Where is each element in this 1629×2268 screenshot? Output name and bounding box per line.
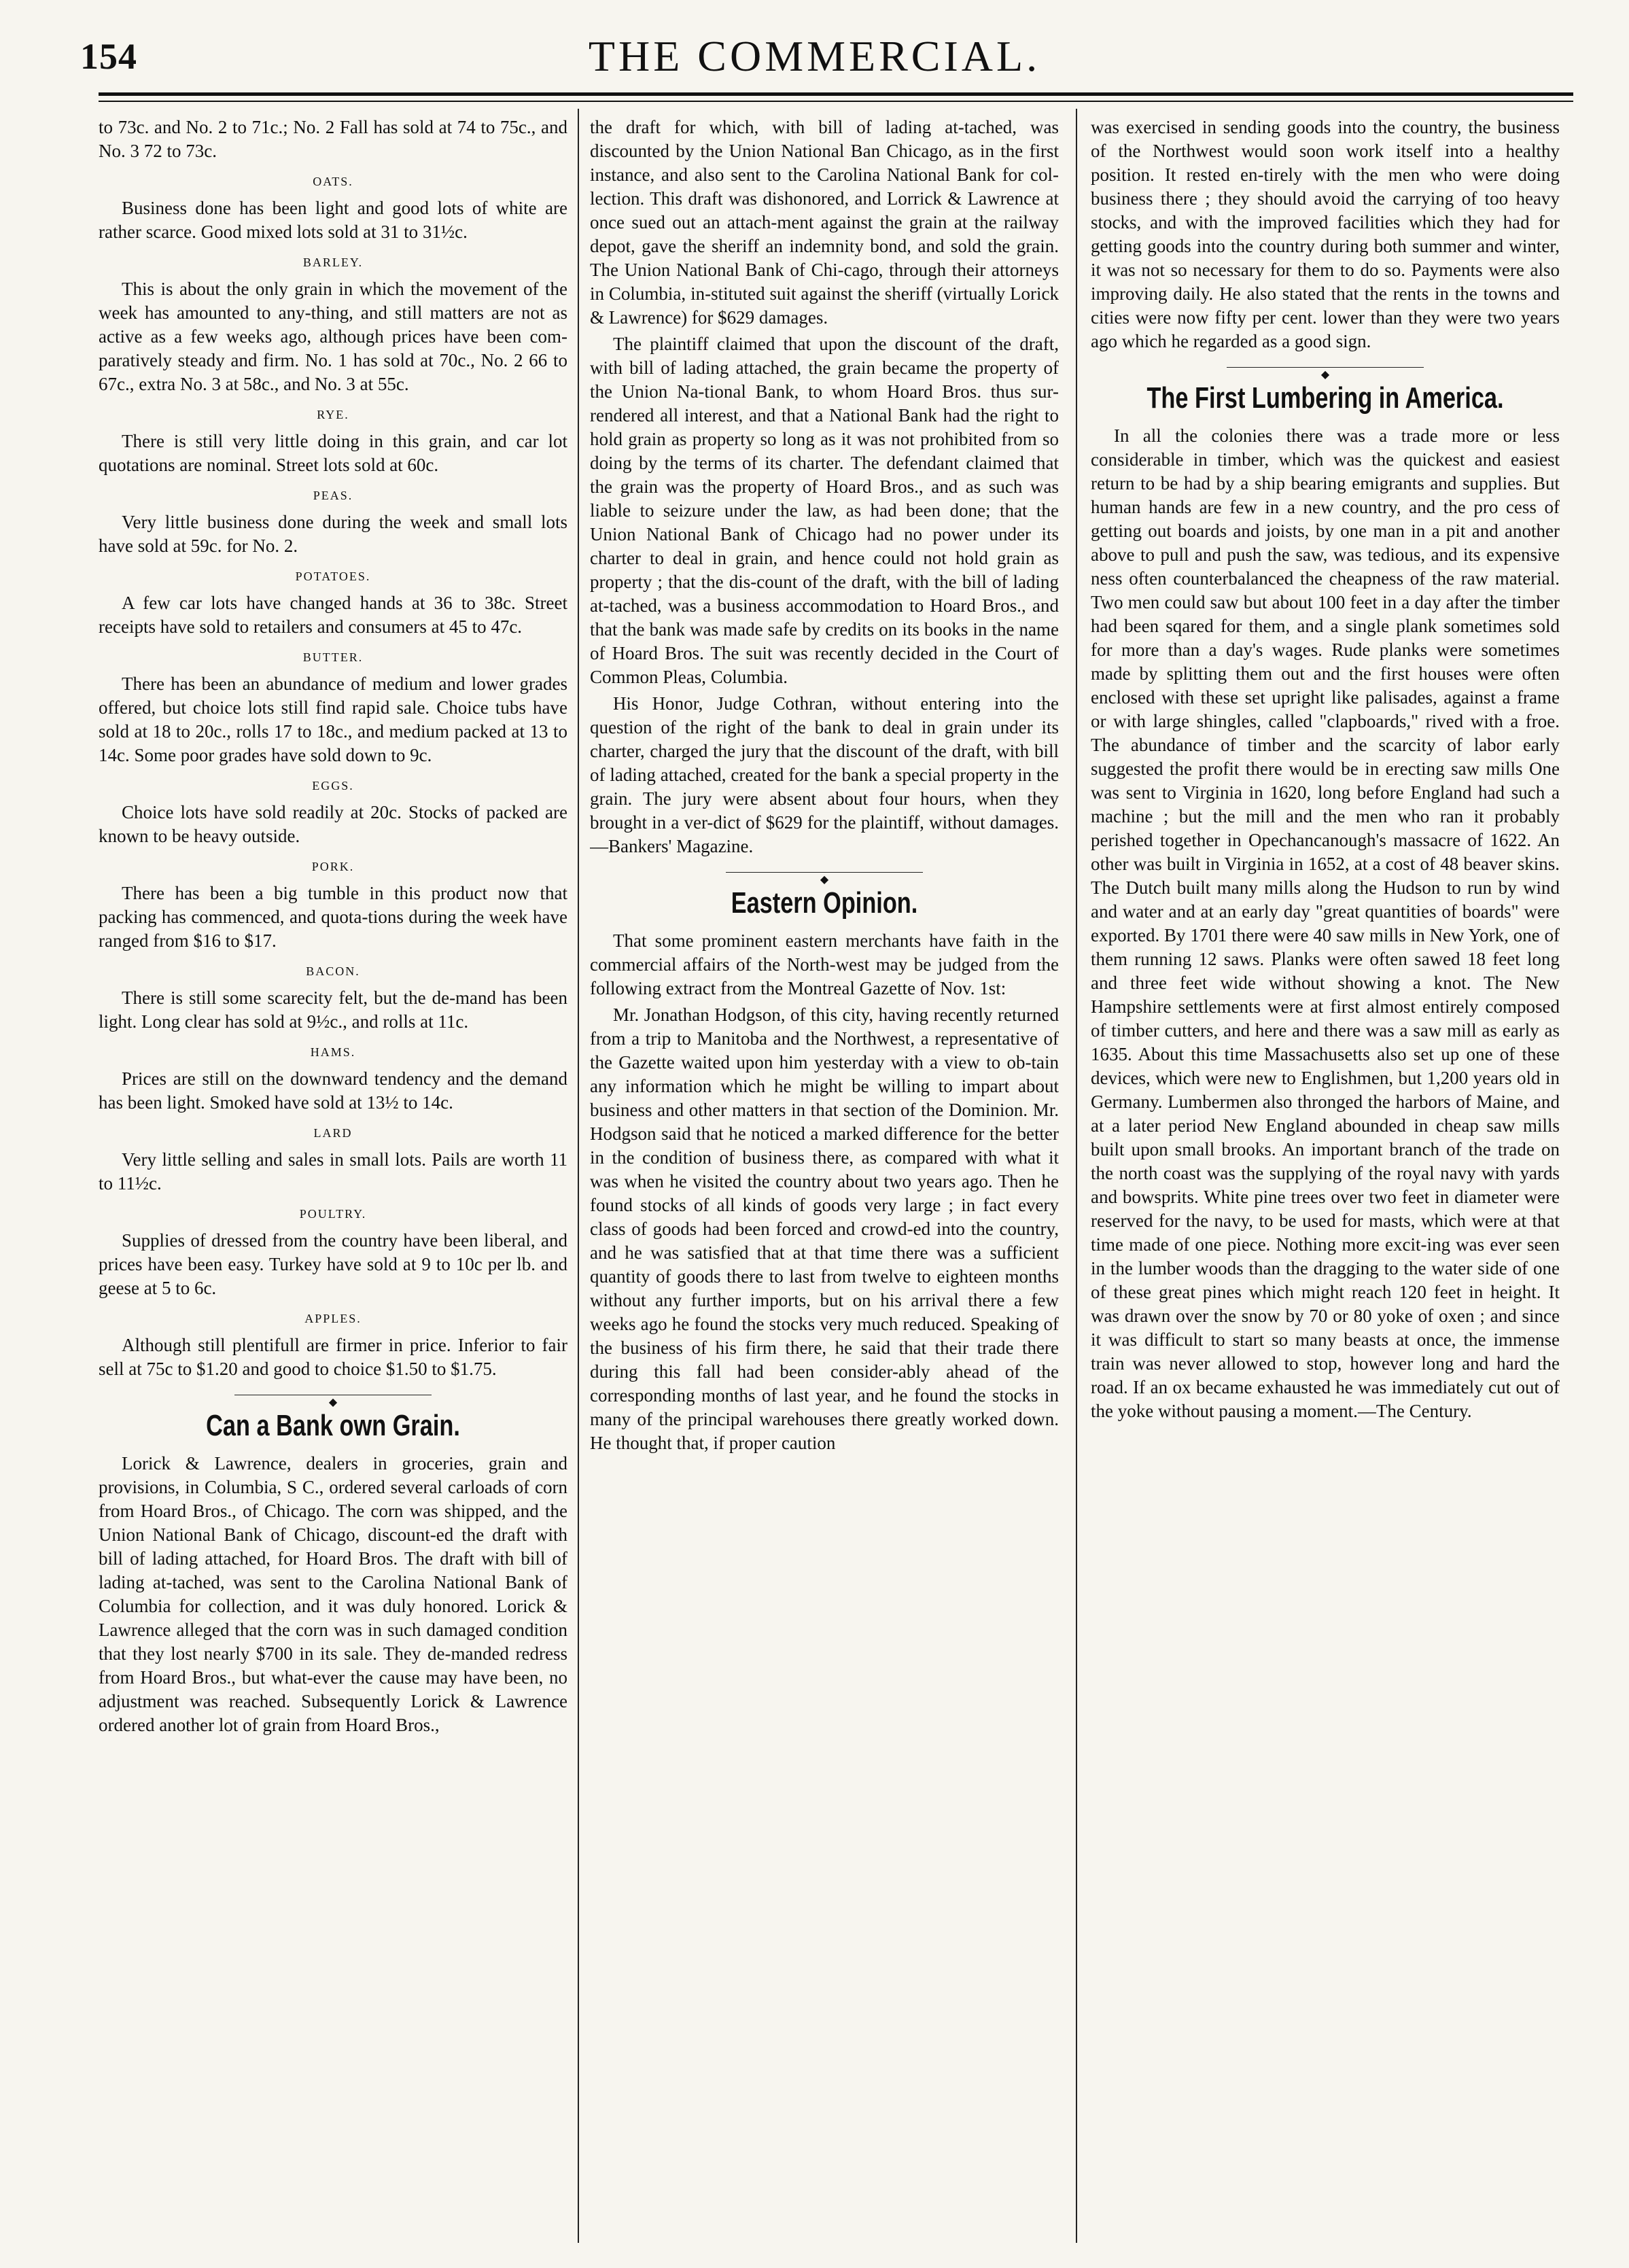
section-subhead-peas: PEAS. — [313, 489, 353, 502]
section-subhead-poultry: POULTRY. — [299, 1207, 367, 1221]
section-subhead-rye: RYE. — [317, 408, 349, 421]
paragraph: Supplies of dressed from the country have been liberal, and prices have been easy. Turkey have sold at 9 to 10c per lb. and geese at 5 to 6c. — [99, 1230, 567, 1298]
paragraph: His Honor, Judge Cothran, without entering into the question of the right of the bank to deal in grain under its charter, charged the jury that the discount of the draft, with bill of lading attached, created for the bank a special property in the grain. The jury were absent about four hours, when they brought in a ver-dict of $629 for the plaintiff, without damages. —Bankers' Magazine. — [590, 693, 1059, 856]
section-subhead-potatoes: POTATOES. — [295, 570, 371, 583]
section-subhead-lard: LARD — [313, 1126, 353, 1140]
section-subhead-hams: HAMS. — [310, 1045, 356, 1059]
paragraph: Choice lots have sold readily at 20c. Stocks of packed are known to be heavy outside. — [99, 802, 567, 846]
paragraph: Prices are still on the downward tendency and the demand has been light. Smoked have sold at 13½ to 14c. — [99, 1068, 567, 1113]
column-3 — [1091, 116, 1560, 2250]
header-rule-thin — [99, 101, 1573, 102]
masthead-title: THE COMMERCIAL. — [588, 32, 1041, 80]
paragraph: Mr. Jonathan Hodgson, of this city, having recently returned from a trip to Manitoba and the Northwest, a representative of the Gazette waited upon him yesterday with a view to ob-tain any information which he might be willing to impart about business and other matters in that section of the Dominion. Mr. Hodgson said that he noticed a marked difference for the better in the condition of business there, as compared with what it was when he visited the country about two years ago. Then he found stocks of all kinds of goods very large ; in fact every class of goods had been forced and crowd-ed into the country, and he was satisfied that at that time there was a sufficient quantity of goods there to last from twelve to eighteen months without any further imports, but on his arrival there a few weeks ago he found the stocks very much reduced. Speaking of the business of his firm there, he said that their trade there during this fall had been consider-ably ahead of the corresponding months of last year, and he found the stocks in many of the principal warehouses there greatly worked down. He thought that, if proper caution — [590, 1005, 1059, 1453]
paragraph: the draft for which, with bill of lading at-tached, was discounted by the Union National Ban Chicago, as in the first instance, and also sent to the Carolina National Bank for col-lection. This draft was dishonored, and Lorrick & Lawrence at once sued out an attach-ment against the grain at the railway depot, gave the sheriff an indemnity bond, and sold the grain. The Union National Bank of Chi-cago, through their attorneys in Columbia, in-stituted suit against the sheriff (virtually Lorick & Lawrence) for $629 damages. — [590, 117, 1059, 328]
header-rule-thick — [99, 92, 1573, 96]
section-subhead-oats: OATS. — [313, 175, 353, 188]
section-subhead-butter: BUTTER. — [302, 650, 364, 664]
article-headline-lumbering: The First Lumbering in America. — [1146, 381, 1504, 415]
paragraph: to 73c. and No. 2 to 71c.; No. 2 Fall has sold at 74 to 75c., and No. 3 72 to 73c. — [99, 117, 567, 161]
ornamental-separator: ◆ — [1091, 360, 1560, 374]
paragraph: Business done has been light and good lots of white are rather scarce. Good mixed lots sold at 31 to 31½c. — [99, 198, 567, 242]
column-divider-1 — [578, 109, 579, 2243]
paragraph: Lorick & Lawrence, dealers in groceries, grain and provisions, in Columbia, S C., ordered several carloads of corn from Hoard Bros., of Chicago. The corn was shipped, and the Union National Bank of Chicago, discount-ed the draft with bill of lading attached, for Hoard Bros. The draft with bill of lading at-tached, was sent to the Carolina National Bank of Columbia for collection, and it was duly honored. Lorick & Lawrence alleged that the corn was in such damaged condition that they lost nearly $700 in its sale. They de-manded redress from Hoard Bros., but what-ever the cause may have been, no adjustment was reached. Subsequently Lorick & Lawrence ordered another lot of grain from Hoard Bros., — [99, 1453, 567, 1735]
paragraph: There is still some scarecity felt, but the de-mand has been light. Long clear has sold at 9½c., and rolls at 11c. — [99, 988, 567, 1032]
section-subhead-pork: PORK. — [311, 860, 355, 873]
paragraph: This is about the only grain in which the movement of the week has amounted to any-thing, and still matters are not as active as a few weeks ago, although prices have been com-paratively steady and firm. No. 1 has sold at 70c., No. 2 66 to 67c., extra No. 3 at 58c., and No. 3 at 55c. — [99, 279, 567, 394]
paragraph: That some prominent eastern merchants have faith in the commercial affairs of the North-west may be judged from the following extract from the Montreal Gazette of Nov. 1st: — [590, 930, 1059, 998]
section-subhead-bacon: BACON. — [306, 964, 360, 978]
paragraph: Very little business done during the week and small lots have sold at 59c. for No. 2. — [99, 512, 567, 556]
paragraph: There is still very little doing in this grain, and car lot quotations are nominal. Street lots sold at 60c. — [99, 431, 567, 475]
paragraph: A few car lots have changed hands at 36 to 38c. Street receipts have sold to retailers and consumers at 45 to 47c. — [99, 593, 567, 637]
article-headline-bank: Can a Bank own Grain. — [206, 1409, 460, 1442]
paragraph: Very little selling and sales in small lots. Pails are worth 11 to 11½c. — [99, 1149, 567, 1193]
article-headline-eastern: Eastern Opinion. — [731, 886, 918, 920]
column-divider-2 — [1076, 109, 1077, 2243]
column-2 — [590, 116, 1059, 2250]
ornamental-separator: ◆ — [590, 865, 1059, 879]
page-number: 154 — [80, 36, 137, 77]
paragraph: was exercised in sending goods into the country, the business of the Northwest would soon work itself into a healthy position. It rested en-tirely with the men who were doing business there ; they should avoid the carrying of too heavy stocks, and with the improved facilities which they had for getting goods into the country during both summer and winter, it was not so necessary for them to do so. Payments were also improving daily. He also stated that the rents in the towns and cities were now fifty per cent. lower than they were two years ago which he regarded as a good sign. — [1091, 117, 1560, 351]
paragraph: There has been a big tumble in this product now that packing has commenced, and quota-tions during the week have ranged from $16 to $17. — [99, 883, 567, 951]
paragraph: In all the colonies there was a trade more or less considerable in timber, which was the quickest and easiest return to be had by a ship bearing emigrants and supplies. But human hands are few in a new country, and the pro cess of getting out boards and joists, by one man in a pit and another above to pull and push the saw, was tedious, and its expensive ness often counterbalanced the cheapness of the raw material. Two men could saw but about 100 feet in a day after the timber had been sqared for them, and a single plank sometimes sold for more than a day's wages. Rude planks were sometimes made by splitting them out and the first houses were often enclosed with these set upright like palisades, against a frame or with large shingles, called "clapboards," rived with a froe. The abundance of timber and the scarcity of labor early suggested the profit there would be in erecting saw mills One was sent to Virginia in 1620, long before England had such a machine ; but the mill and the men who ran it probably perished together in Opechancanough's massacre of 1622. An other was built in Virginia in 1652, at a cost of 48 beaver skins. The Dutch built many mills along the Hudson to run by wind and water and at an early day "great quantities of boards" were exported. By 1701 there were 40 saw mills in New York, one of them running 12 saws. Planks were often sawed 18 feet long and three feet wide without showing a knot. The New Hampshire settlements were at first almost entirely composed of timber cutters, and here and there was a saw mill as early as 1635. About this time Massachusetts also set up one of these devices, which were new to Englishmen, but 1,200 years old in Germany. Lumbermen also thronged the harbors of Maine, and at a later period New England abounded in cheap saw mills built upon small brooks. An important branch of the trade on the north coast was the supplying of the royal navy with yards and bowsprits. White pine trees over two feet in diameter were reserved for the navy, to be used for masts, which were at that time made of one piece. Nothing more excit-ing was ever seen in the lumber woods than the dragging to the water side of one of these great pines which might reach 120 feet in height. It was drawn over the snow by 70 or 80 yoke of oxen ; and since it was difficult to start so many beasts at once, the immense train was never allowed to stop, however long and hard the road. If an ox became exhausted he was immediately cut out of the yoke without pausing a moment.—The Century. — [1091, 425, 1560, 1421]
paragraph: There has been an abundance of medium and lower grades offered, but choice lots still find rapid sale. Choice tubs have sold at 18 to 20c., rolls 17 to 18c., and medium packed at 13 to 14c. Some poor grades have sold down to 9c. — [99, 674, 567, 765]
ornamental-separator: ◆ — [99, 1388, 567, 1401]
column-1 — [99, 116, 567, 2250]
section-subhead-apples: APPLES. — [304, 1312, 362, 1325]
paragraph: Although still plentifull are firmer in price. Inferior to fair sell at 75c to $1.20 and good to choice $1.50 to $1.75. — [99, 1335, 567, 1379]
paragraph: The plaintiff claimed that upon the discount of the draft, with bill of lading attached, the grain became the property of the Union Na-tional Bank, to whom Hoard Bros. thus sur-rendered all interest, and that a National Bank had the right to hold grain as property so long as it was not prohibited from so doing by the terms of its charter. The defendant claimed that the grain was the property of Hoard Bros., and as such was liable to seizure under the law, as had been done; that the Union National Bank of Chicago had no power under its charter to deal in grain, and hence could not hold grain as property ; that the dis-count of the draft, with the bill of lading at-tached, was a business accommodation to Hoard Bros., and that the bank was made safe by credits on its books in the name of Hoard Bros. The suit was recently decided in the Court of Common Pleas, Columbia. — [590, 334, 1059, 687]
section-subhead-barley: BARLEY. — [302, 256, 364, 269]
section-subhead-eggs: EGGS. — [312, 779, 354, 792]
